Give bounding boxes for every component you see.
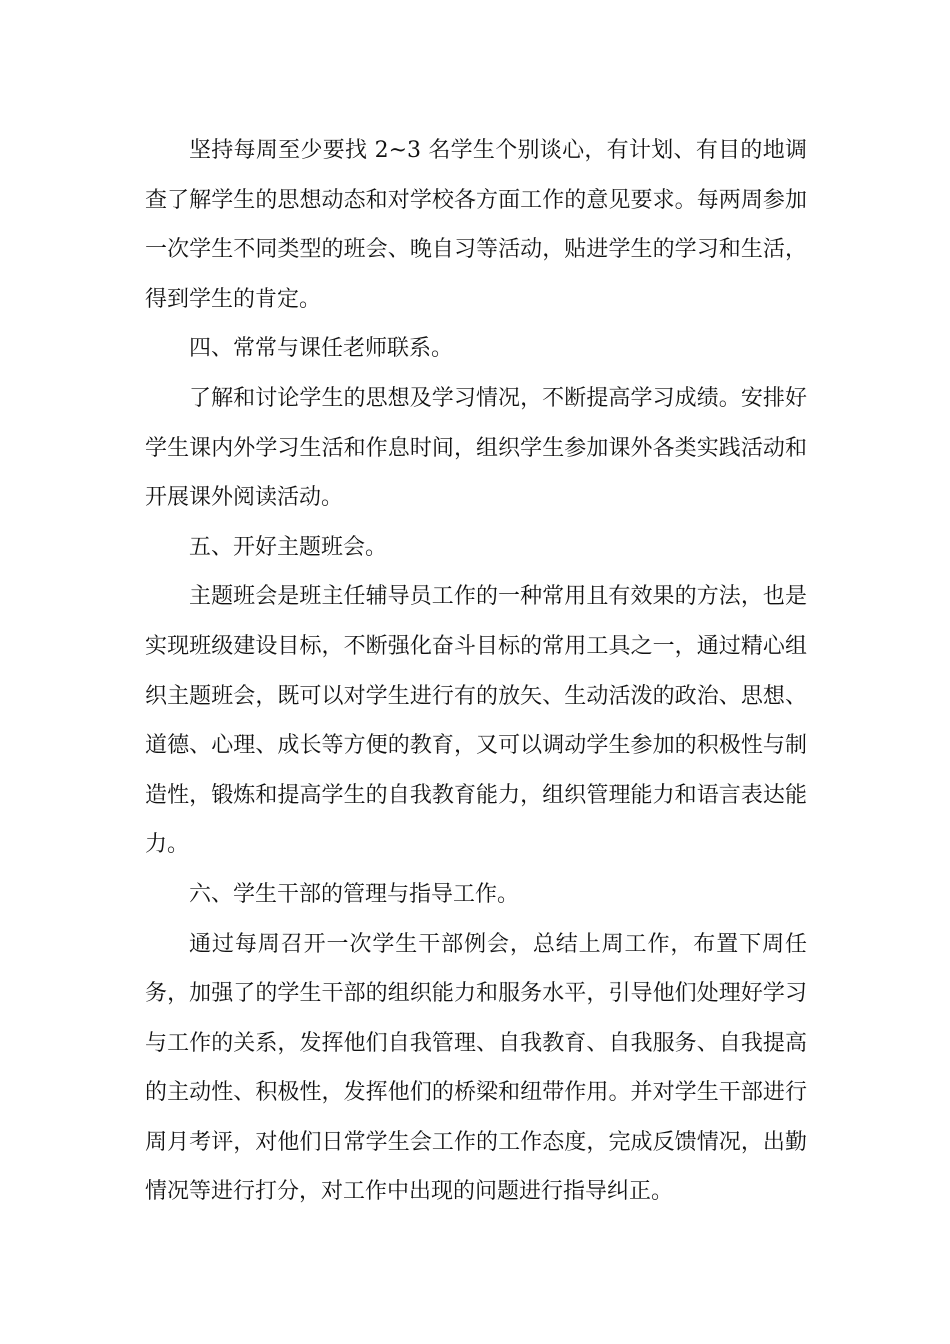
paragraph-study-situation: 了解和讨论学生的思想及学习情况，不断提高学习成绩。安排好学生课内外学习生活和作息时间，组织学生参加课外各类实践活动和开展课外阅读活动。: [145, 385, 807, 511]
section-heading-contact-teachers: 四、常常与课任老师联系。: [189, 336, 454, 362]
paragraph-theme-class-meeting: 主题班会是班主任辅导员工作的一种常用且有效果的方法，也是实现班级建设目标，不断强化奋斗目标的常用工具之一，通过精心组织主题班会，既可以对学生进行有的放矢、生动活泼的政治、思想、道德、心理、成长等方便的教育，又可以调动学生参加的积极性与制造性，锻炼和提高学生的自我教育能力，组织管理能力和语言表达能力。: [145, 584, 807, 858]
section-heading-student-cadres: 六、学生干部的管理与指导工作。: [189, 881, 520, 907]
section-heading-theme-class-meeting: 五、开好主题班会。: [189, 534, 388, 560]
paragraph-individual-talks: 坚持每周至少要找 2~3 名学生个别谈心，有计划、有目的地调查了解学生的思想动态和对学校各方面工作的意见要求。每两周参加一次学生不同类型的班会、晚自习等活动，贴进学生的学习和生活，得到学生的肯定。: [145, 138, 807, 312]
document-body: [145, 126, 807, 1217]
paragraph-student-cadres: 通过每周召开一次学生干部例会，总结上周工作，布置下周任务，加强了的学生干部的组织能力和服务水平，引导他们处理好学习与工作的关系，发挥他们自我管理、自我教育、自我服务、自我提高的主动性、积极性，发挥他们的桥梁和纽带作用。并对学生干部进行周月考评，对他们日常学生会工作的工作态度，完成反馈情况，出勤情况等进行打分，对工作中出现的问题进行指导纠正。: [145, 931, 807, 1205]
